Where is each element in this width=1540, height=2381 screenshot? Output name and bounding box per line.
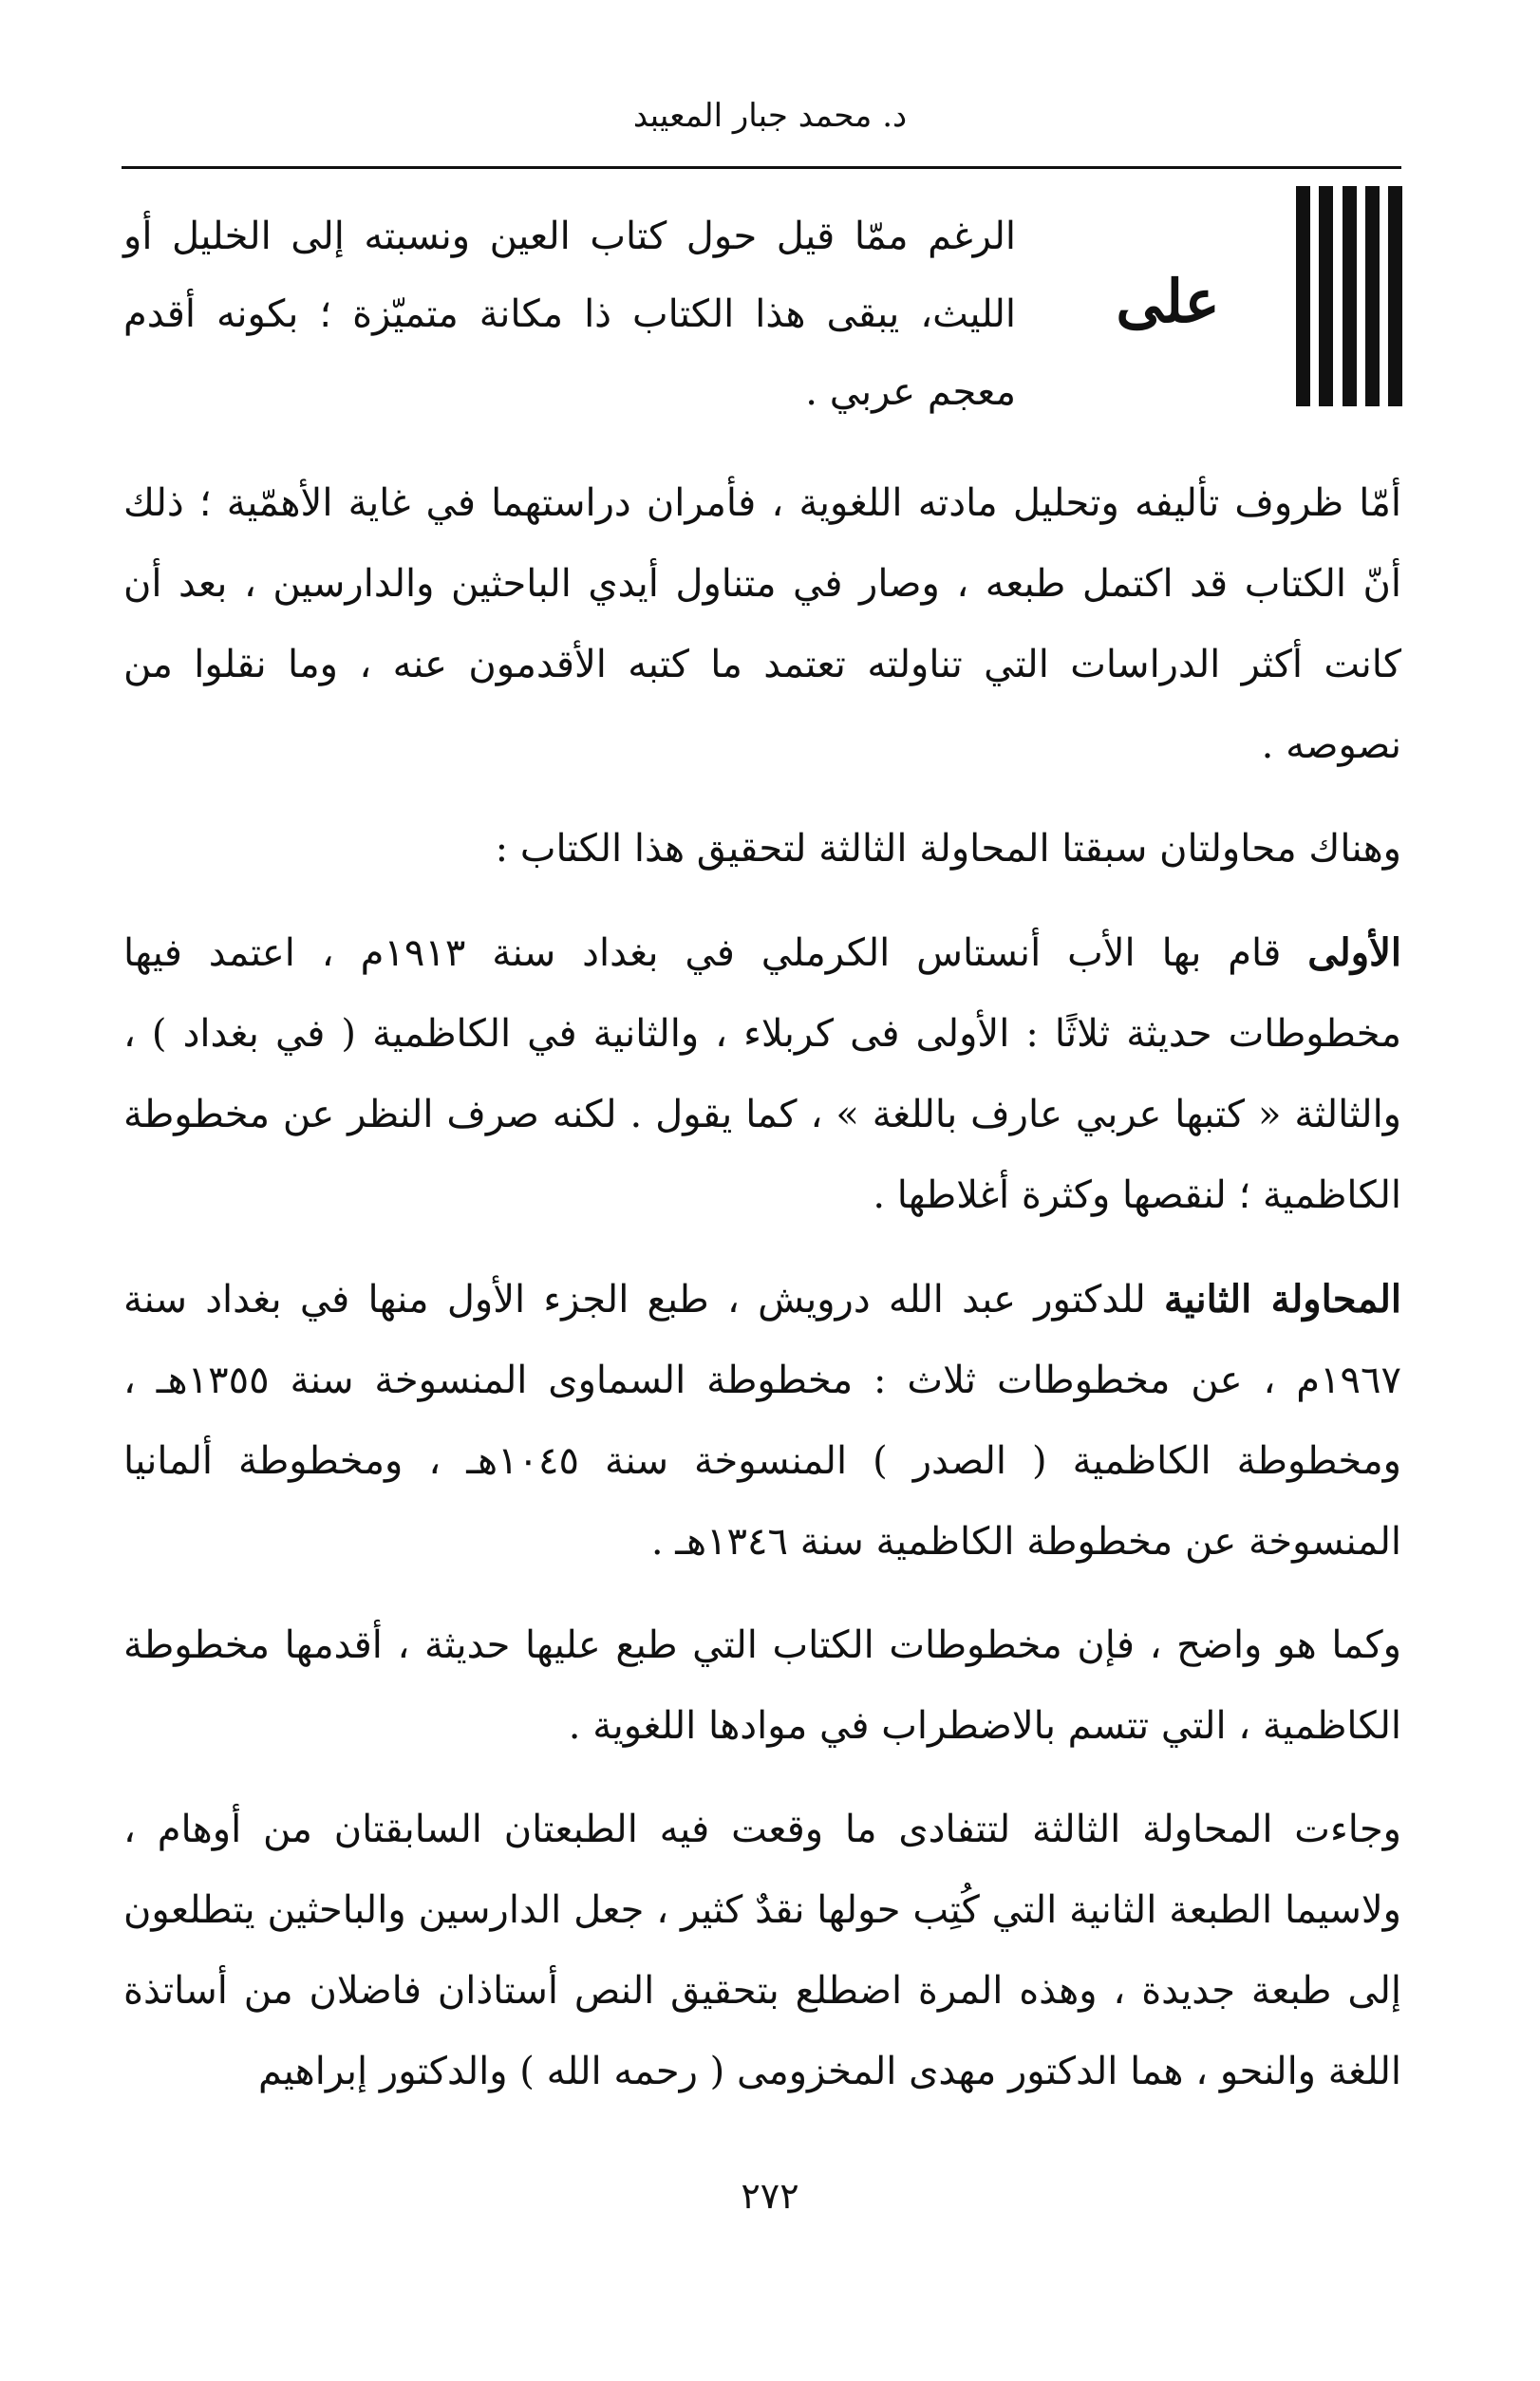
paragraph-text: للدكتور عبد الله درويش ، طبع الجزء الأول منها في بغداد سنة ١٩٦٧م ، عن مخطوطات ثلاث : مخطوطة السماوى المنسوخة سنة ١٣٥٥هـ ، ومخطوطة الكاظمية ( الصدر ) المنسوخة سنة ١٠٤٥هـ ، ومخطوطة ألمانيا المنسوخة عن مخطوطة الكاظمية سنة ١٣٤٦هـ .: [123, 1278, 1401, 1564]
ornamental-opening-word: على: [1116, 267, 1220, 336]
paragraph-lead: المحاولة الثانية: [1163, 1277, 1401, 1322]
decorative-bars: [1296, 186, 1402, 406]
paragraph-text: وكما هو واضح ، فإن مخطوطات الكتاب التي طبع عليها حديثة ، أقدمها مخطوطة الكاظمية ، التي تتسم بالاضطراب في موادها اللغوية .: [123, 1623, 1402, 1748]
paragraph: [123, 809, 1401, 890]
paragraph: [123, 1259, 1401, 1583]
paragraph: [123, 1605, 1401, 1767]
decorative-bar: [1365, 186, 1380, 406]
decorative-bar: [1296, 186, 1310, 406]
page-number: ٢٧٢: [741, 2175, 799, 2217]
decorative-bar: [1388, 186, 1402, 406]
decorative-bar: [1319, 186, 1333, 406]
paragraph-text: قام بها الأب أنستاس الكرملي في بغداد سنة ١٩١٣م ، اعتمد فيها مخطوطات حديثة ثلاثًا : الأولى فى كربلاء ، والثانية في الكاظمية ( في بغداد ) ، والثالثة « كتبها عربي عارف باللغة » ، كما يقول . لكنه صرف النظر عن مخطوطة الكاظمية ؛ لنقصها وكثرة أغلاطها .: [123, 931, 1402, 1217]
paragraph-text: وجاءت المحاولة الثالثة لتتفادى ما وقعت فيه الطبعتان السابقتان من أوهام ، ولاسيما الطبعة الثانية التي كُتِب حولها نقدٌ كثير ، جعل الدارسين والباحثين يتطلعون إلى طبعة جديدة ، وهذه المرة اضطلع بتحقيق النص أستاذان فاضلان من أساتذة اللغة والنحو ، هما الدكتور مهدى المخزومى ( رحمه الله ) والدكتور إبراهيم: [123, 1808, 1401, 2093]
paragraph: [123, 912, 1401, 1236]
paragraph-text: أمّا ظروف تأليفه وتحليل مادته اللغوية ، فأمران دراستهما في غاية الأهمّية ؛ ذلك أنّ الكتاب قد اكتمل طبعه ، وصار في متناول أيدي الباحثين والدارسين ، بعد أن كانت أكثر الدراسات التي تناولته تعتمد ما كتبه الأقدمون عنه ، وما نقلوا من نصوصه .: [123, 481, 1401, 767]
decorative-bar: [1343, 186, 1357, 406]
header-rule: [122, 166, 1401, 169]
paragraph-text: وهناك محاولتان سبقتا المحاولة الثالثة لتحقيق هذا الكتاب :: [495, 827, 1401, 871]
paragraph: [123, 463, 1401, 786]
intro-paragraph: الرغم ممّا قيل حول كتاب العين ونسبته إلى الخليل أو الليث، يبقى هذا الكتاب ذا مكانة متميّزة ؛ بكونه أقدم معجم عربي .: [123, 215, 1016, 414]
body-text: [123, 463, 1401, 2135]
paragraph: [123, 1790, 1401, 2112]
running-header: د. محمد جبار المعيبد: [632, 97, 908, 135]
paragraph-lead: الأولى: [1307, 930, 1401, 975]
